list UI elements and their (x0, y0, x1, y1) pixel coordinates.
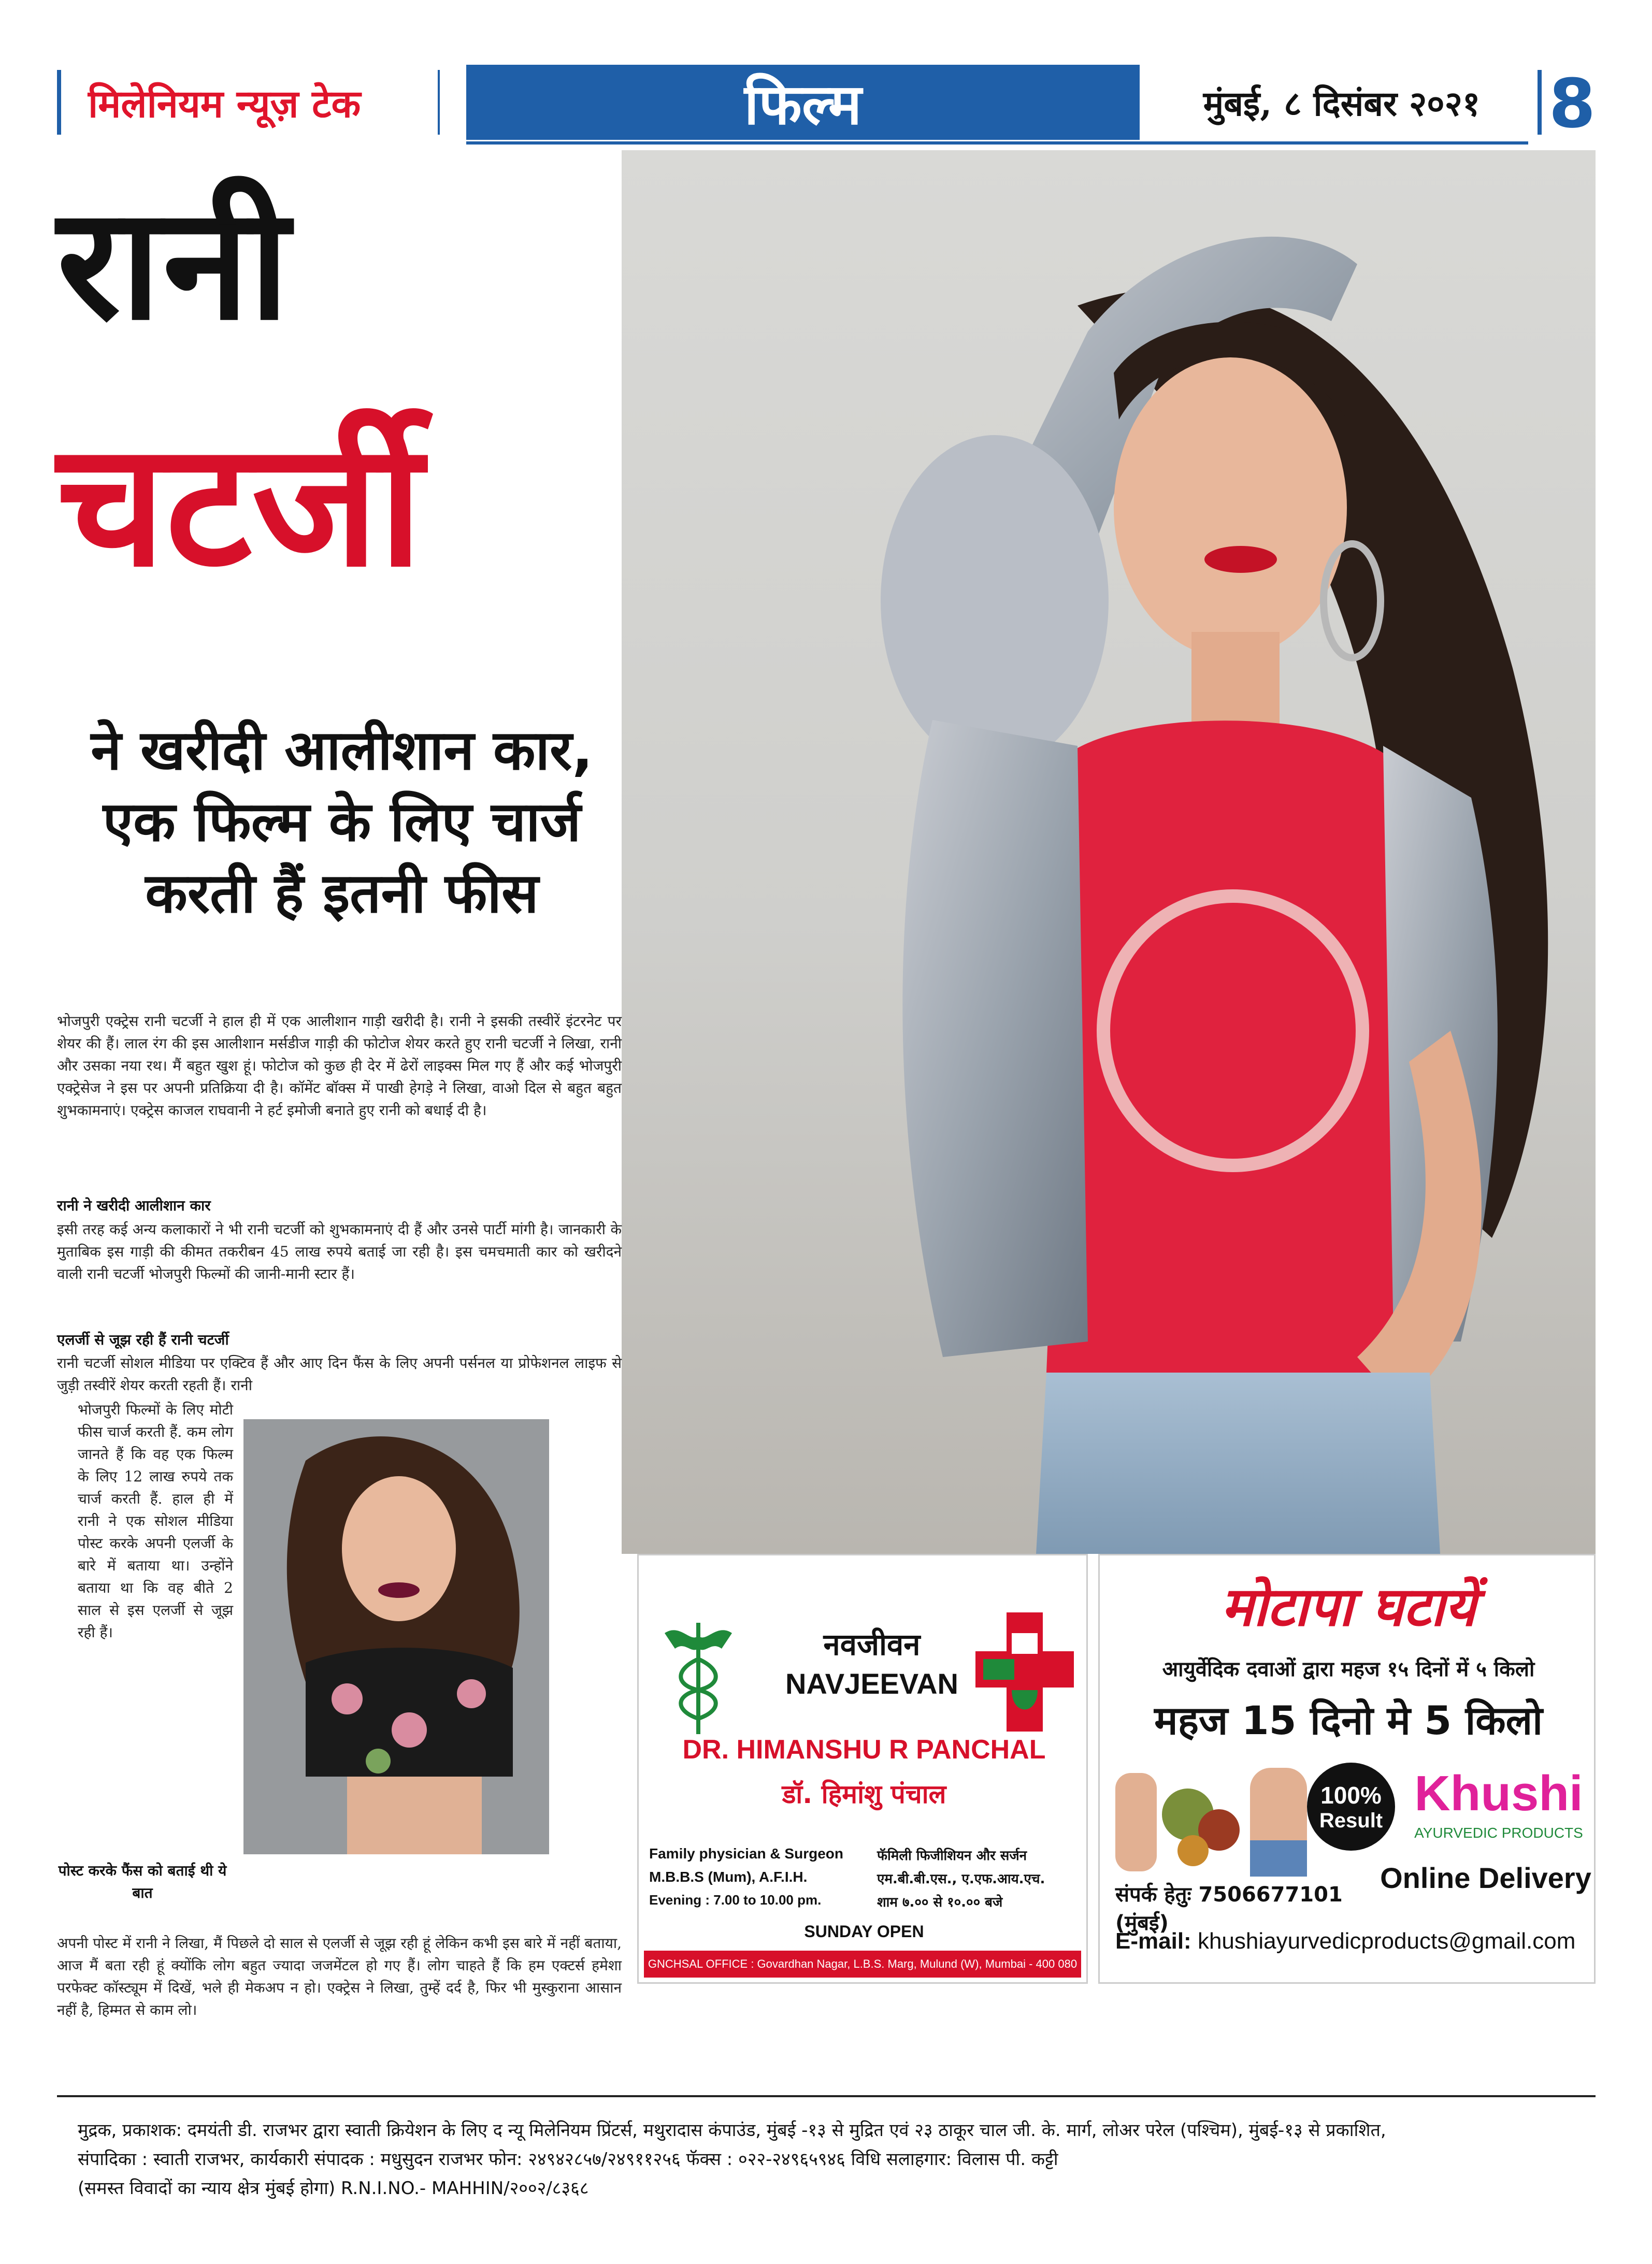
result-badge (1307, 1763, 1395, 1851)
clinic-name: NAVJEEVAN (785, 1667, 958, 1700)
doctor-name-hindi: डॉ. हिमांशु पंचाल (782, 1779, 946, 1809)
caduceus-icon (659, 1612, 737, 1739)
delivery-label: Online Delivery (1380, 1862, 1591, 1894)
article-paragraph-wrapped: भोजपुरी फिल्मों के लिए मोटी फीस चार्ज करती हैं. कम लोग जानते हैं कि वह एक फिल्म के लिए 12 लाख रुपये तक चार्ज करती हैं. हाल ही में रानी ने एक सोशल मीडिया पोस्ट करके अपनी एलर्जी के बारे में बताया था। उन्होंने बताया था कि वह बीते 2 साल से इस एलर्जी से जूझ रही हैं। (78, 1401, 233, 1641)
phone-number: 7506677101 (मुंबई) (1115, 1883, 1343, 1935)
degree-hindi: एम.बी.बी.एस., ए.एफ.आय.एच. (877, 1871, 1045, 1887)
ad-khushi (1098, 1554, 1596, 1984)
imprint-line: संपादिका : स्वाती राजभर, कार्यकारी संपादक : मधुसुदन राजभर फोन: २४९४२८५७/२४९११२५६ फॅक्स : ०२२-२४९६५९४६ विधि सलाहगार: विलास पी. कट्टी (78, 2149, 1058, 2170)
sunday-open: SUNDAY OPEN (804, 1922, 924, 1941)
section-title: फिल्म (466, 65, 1140, 140)
contact-label: संपर्क हेतुः (1115, 1883, 1191, 1907)
brand-logo: Khushi (1414, 1766, 1583, 1821)
degree: M.B.B.S (Mum), A.F.I.H. (649, 1869, 808, 1885)
imprint-line: (समस्त विवादों का न्याय क्षेत्र मुंबई होगा) R.N.I.NO.- MAHHIN/२००२/८३६८ (78, 2178, 589, 2199)
timing: Evening : 7.00 to 10.00 pm. (649, 1892, 822, 1908)
article-paragraph: रानी चटर्जी सोशल मीडिया पर एक्टिव हैं और आए दिन फैंस के लिए अपनी पर्सनल या प्रोफेशनल लाइफ से जुड़ी तस्वीरें शेयर करती रहती हैं। रानी (57, 1354, 622, 1394)
clinic-address: GNCHSAL OFFICE : Govardhan Nagar, L.B.S. Marg, Mulund (W), Mumbai - 400 080 (644, 1951, 1081, 1978)
article-paragraph: अपनी पोस्ट में रानी ने लिखा, मैं पिछले दो साल से एलर्जी से जूझ रही हूं लेकिन कभी इस बारे में नहीं बताया, आज मैं बता रही हूं क्योंकि लोग बहुत ज्यादा जजमेंटल हो गए हैं। लोग चाहते हैं कि हम एक्टर्स हमेशा परफेक्ट कॉस्ट्यूम में दिखें, भले ही मेकअप न हो। एक्ट्रेस ने लिखा, तुम्हें दर्द है, फिर भी मुस्कुराना आसान नहीं है, हिम्मत से काम लो। (57, 1935, 622, 2018)
masthead-underline (466, 141, 1528, 145)
email-line (1115, 1928, 1582, 1954)
masthead-divider (1538, 70, 1542, 135)
timing-hindi: शाम ७.०० से १०.०० बजे (877, 1895, 1003, 1910)
product-collage-icon (1110, 1757, 1317, 1884)
article-subheading: एलर्जी से जूझ रही हैं रानी चटर्जी (57, 1331, 229, 1348)
ad-headline: मोटापा घटायें (1221, 1575, 1476, 1638)
ad-navjeevan (637, 1554, 1088, 1984)
masthead-bar (57, 70, 61, 135)
article-subheading: रानी ने खरीदी आलीशान कार (57, 1197, 211, 1214)
doctor-name: DR. HIMANSHU R PANCHAL (682, 1735, 1046, 1765)
email-label: E-mail: (1115, 1928, 1191, 1954)
masthead (57, 65, 1596, 142)
article-subheading: पोस्ट करके फैंस को बताई थी ये बात (58, 1862, 227, 1901)
brand-subtitle: AYURVEDIC PRODUCTS (1414, 1825, 1583, 1841)
imprint (78, 2116, 1585, 2203)
headline-line-1: रानी (57, 174, 292, 354)
contact-line (1115, 1879, 1364, 1936)
ad-tagline: आयुर्वेदिक दवाओं द्वारा महज १५ दिनों में ५ किलो (1162, 1657, 1535, 1681)
article-paragraph: भोजपुरी एक्ट्रेस रानी चटर्जी ने हाल ही में एक आलीशान गाड़ी खरीदी है। रानी ने इसकी तस्वीरें इंटरनेट पर शेयर की हैं। लाल रंग की इस आलीशान मर्सडीज गाड़ी की फोटोज शेयर करते हुए रानी चटर्जी ने लिखा, रानी और उसका नया रथ। मैं बहुत खुश हूं। फोटोज को कुछ ही देर में ढेरों लाइक्स मिल गए हैं और कई भोजपुरी एक्ट्रेसेज ने इस पर अपनी प्रतिक्रिया दी है। कॉमेंट बॉक्स में पाखी हेगड़े ने लिखा, वाओ दिल से बहुत बहुत शुभकामनाएं। एक्ट्रेस काजल राघवानी ने हर्ट इमोजी बनाते हुए रानी को बधाई दी है। (57, 1013, 622, 1119)
clinic-name-hindi: नवजीवन (823, 1627, 921, 1662)
newspaper-name: मिलेनियम न्यूज़ टेक (88, 82, 361, 126)
badge-word: Result (1319, 1809, 1383, 1832)
ad-promise: महज 15 दिनो मे 5 किलो (1154, 1697, 1543, 1743)
article-paragraph: इसी तरह कई अन्य कलाकारों ने भी रानी चटर्जी को शुभकामनाएं दी हैं और उनसे पार्टी मांगी है। जानकारी के मुताबिक इस गाड़ी की कीमत तकरीबन 45 लाख रुपये बताई जा रही है। इस चमचमाती कार को खरीदने वाली रानी चटर्जी भोजपुरी फिल्मों की जानी-मानी स्टार हैं। (57, 1221, 622, 1282)
email-address: khushiayurvedicproducts@gmail.com (1197, 1928, 1576, 1954)
hero-photo (622, 150, 1596, 1554)
role: Family physician & Surgeon (649, 1845, 843, 1862)
medical-cross-icon (975, 1612, 1074, 1734)
headline-line-2: चटर्जी (57, 406, 423, 604)
imprint-line: मुद्रक, प्रकाशक: दमयंती डी. राजभर द्वारा स्वाती क्रियेशन के लिए द न्यू मिलेनियम प्रिंटर्स, मथुरादास कंपाउंड, मुंबई -१३ से मुद्रित एवं २३ ठाकूर चाल जी. के. मार्ग, लोअर परेल (पश्चिम), मुंबई-१३ से प्रकाशित, (78, 2120, 1386, 2141)
role-hindi: फॅमिली फिजीशियन और सर्जन (877, 1848, 1027, 1864)
badge-percent: 100% (1320, 1781, 1382, 1809)
footer-rule (57, 2095, 1596, 2097)
edition-date: मुंबई, ८ दिसंबर २०२१ (1203, 83, 1481, 124)
masthead-divider (438, 70, 440, 135)
inset-photo (243, 1419, 549, 1854)
headline-subhead: ने खरीदी आलीशान कार, एक फिल्म के लिए चार्ज करती हैं इतनी फीस (91, 718, 593, 925)
page-number: 8 (1548, 64, 1596, 143)
